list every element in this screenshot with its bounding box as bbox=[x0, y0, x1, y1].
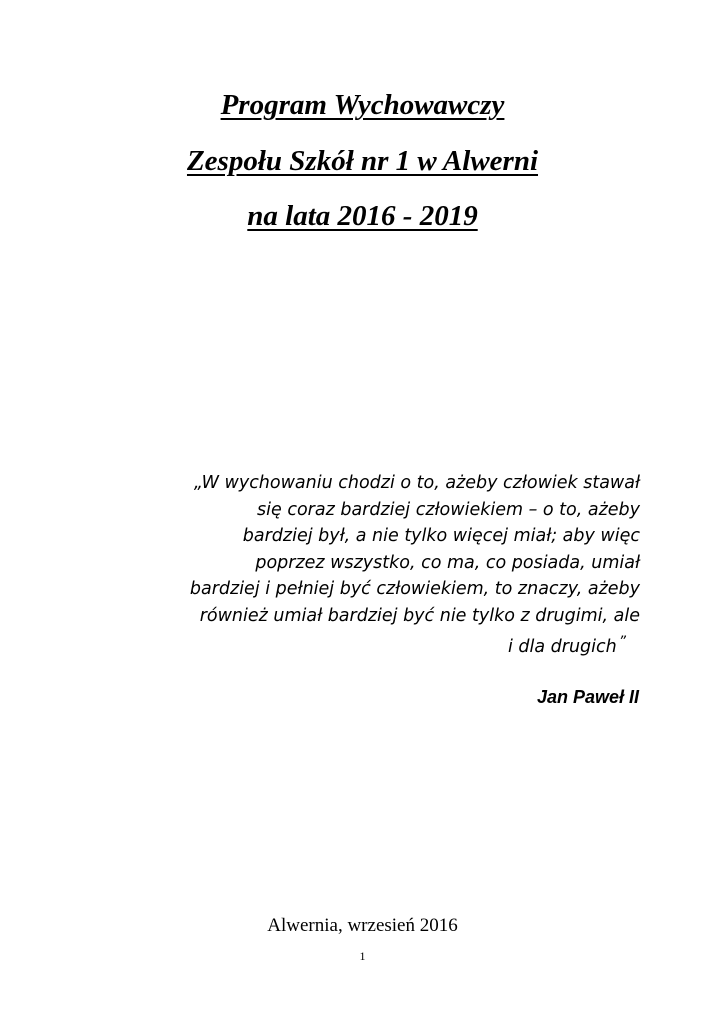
quote-line-4: poprzez wszystko, co ma, co posiada, umiał bbox=[255, 552, 640, 573]
quote-line-2: się coraz bardziej człowiekiem – o to, ażeby bbox=[257, 499, 640, 520]
quote-line-7 bbox=[150, 629, 640, 661]
quote-line-7-text: i dla drugich bbox=[507, 637, 617, 657]
quote-line-5: bardziej i pełniej być człowiekiem, to znaczy, ażeby bbox=[189, 579, 640, 599]
quote-line-1: „W wychowaniu chodzi o to, ażeby człowiek stawał bbox=[193, 473, 640, 493]
epigraph-quote bbox=[150, 470, 640, 661]
quote-line-6: również umiał bardziej być nie tylko z drugimi, ale bbox=[199, 605, 640, 626]
closing-quote-mark: ” bbox=[618, 634, 626, 650]
title-line-3: na lata 2016 - 2019 bbox=[247, 200, 478, 232]
title-line-2: Zespołu Szkół nr 1 w Alwerni bbox=[186, 145, 539, 177]
title-line-1: Program Wychowawczy bbox=[220, 89, 505, 121]
quote-author: Jan Paweł II bbox=[536, 687, 639, 707]
page-number: 1 bbox=[359, 949, 366, 963]
quote-line-3: bardziej był, a nie tylko więcej miał; aby więc bbox=[242, 526, 640, 546]
place-and-date: Alwernia, wrzesień 2016 bbox=[267, 915, 458, 936]
